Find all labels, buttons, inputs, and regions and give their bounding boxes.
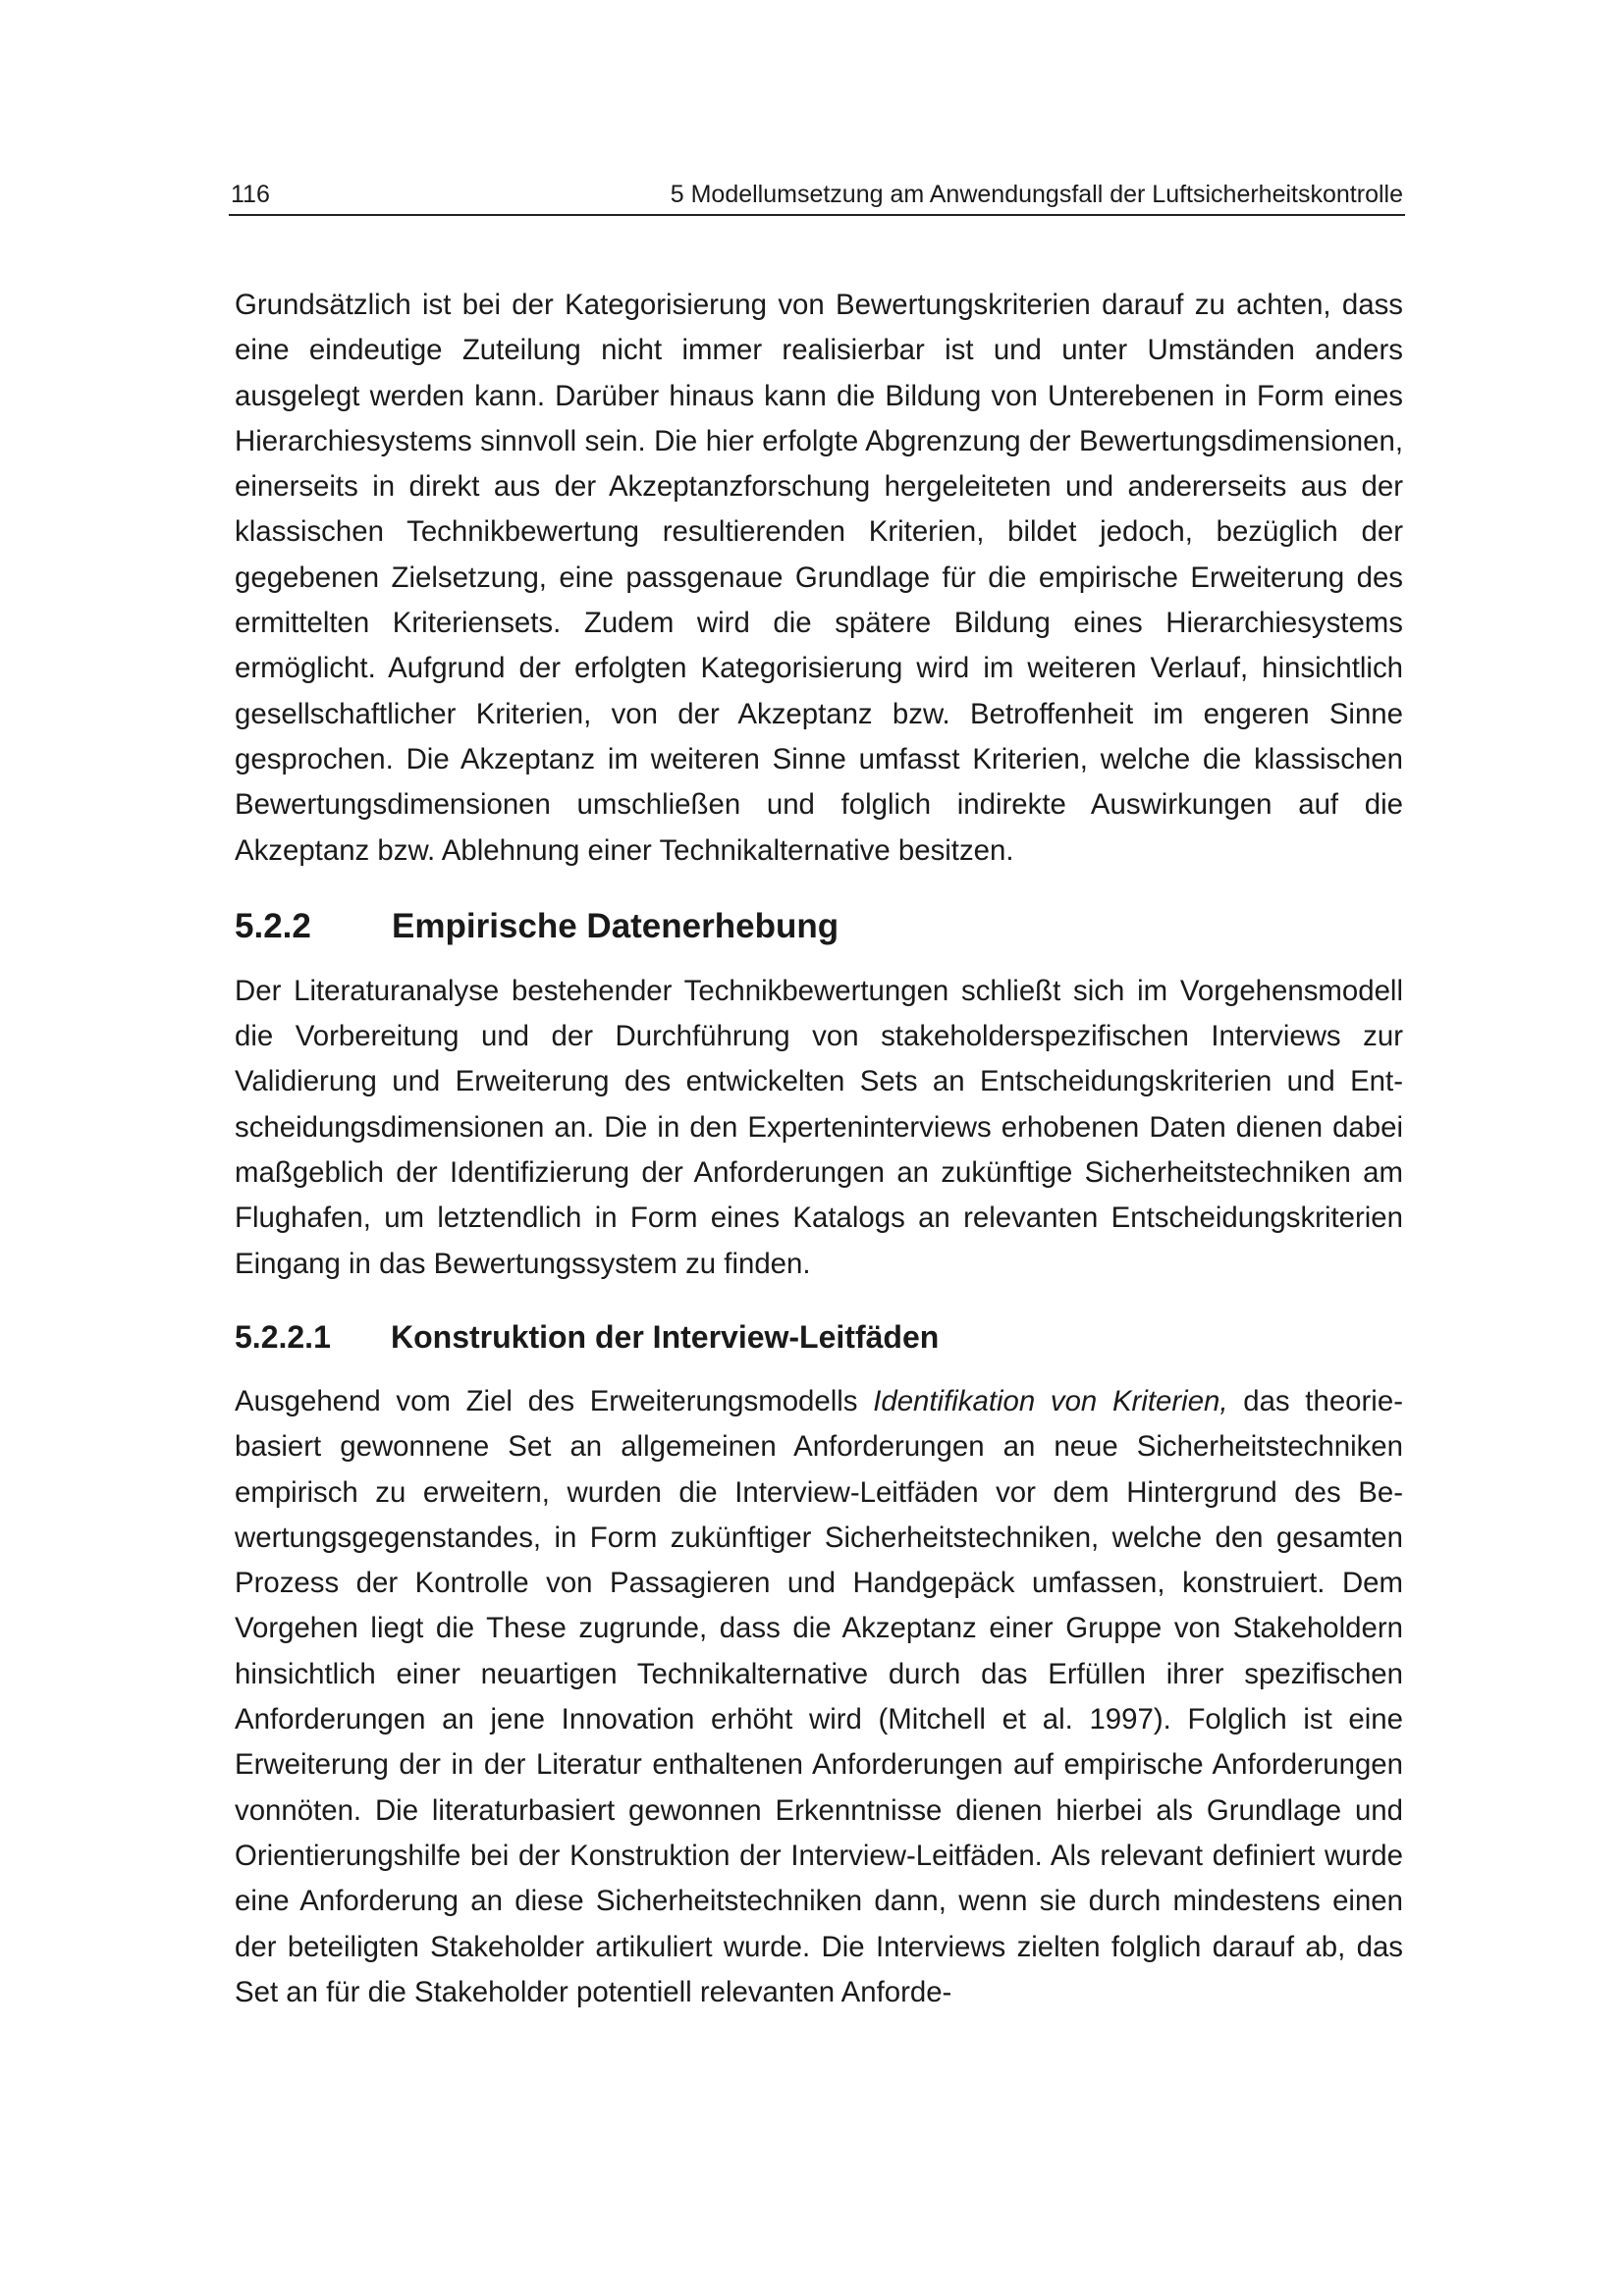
running-head: 5 Modellumsetzung am Anwendungsfall der Luftsicherheitskontrolle [670, 181, 1403, 208]
subsection-title: Konstruktion der Interview-Leitfäden [391, 1318, 940, 1355]
page-body [235, 283, 1403, 2015]
paragraph-lead: Ausgehend vom Ziel des Erweiterungsmodells [235, 1384, 874, 1417]
section-title: Empirische Datenerhebung [392, 906, 839, 945]
emphasized-term: Identifikation von Kriterien, [873, 1384, 1228, 1417]
section-number: 5.2.2 [235, 906, 311, 945]
subsection-heading [235, 1316, 1403, 1358]
paragraph [235, 1379, 1403, 2015]
paragraph: Der Literaturanalyse bestehender Technikbewertungen schließt sich im Vorgehensmodell die Vorbereitung und der Durchführung von stakeholderspezifischen Interviews zur Validierung und Erweiterung des entwickelten Sets an Entscheidungskriterien und Entscheidungsdimensionen an. Die in den Experteninterviews erhobenen Daten dienen dabei maßgeblich der Identifizierung der Anforderungen an zukünftige Sicherheitstechniken am Flughafen, um letztendlich in Form eines Katalogs an relevanten Entscheidungskriterien Eingang in das Bewertungssystem zu finden. [235, 974, 1403, 1280]
section-heading [235, 905, 1403, 948]
page-header [229, 179, 1405, 216]
subsection-number: 5.2.2.1 [235, 1318, 331, 1355]
page-number: 116 [231, 181, 270, 208]
paragraph: Grundsätzlich ist bei der Kategorisierung von Bewertungskriterien darauf zu achten, dass eine eindeutige Zuteilung nicht immer realisierbar ist und unter Umständen anders ausgelegt werden kann. Darüber hinaus kann die Bildung von Unterebenen in Form eines Hierarchiesystems sinnvoll sein. Die hier erfolgte Abgrenzung der Bewertungsdimensionen, einerseits in direkt aus der Akzeptanzforschung hergeleiteten und andererseits aus der klassischen Technikbewertung resultierenden Kriterien, bildet jedoch, bezüglich der gegebenen Zielsetzung, eine passgenaue Grundlage für die empirische Erweiterung des ermittelten Kriteriensets. Zudem wird die spätere Bildung eines Hierarchiesystems ermöglicht. Aufgrund der erfolgten Kategorisierung wird im weiteren Verlauf, hinsichtlich gesellschaftlicher Kriterien, von der Akzeptanz bzw. Betroffenheit im engeren Sinne gesprochen. Die Akzeptanz im weiteren Sinne umfasst Kriterien, welche die klassischen Bewertungsdimensionen umschließen und folglich indirekte Auswirkungen auf die Akzeptanz bzw. Ablehnung einer Technikalternative besitzen. [235, 289, 1403, 867]
paragraph-rest: das theoriebasiert gewonnene Set an allgemeinen Anforderungen an neue Sicherheitstechniken empirisch zu erweitern, wurden die Interview-Leitfäden vor dem Hintergrund des Bewertungsgegenstandes, in Form zukünftiger Sicherheitstechniken, welche den gesamten Prozess der Kontrolle von Passagieren und Handgepäck umfassen, konstruiert. Dem Vorgehen liegt die These zugrunde, dass die Akzeptanz einer Gruppe von Stakeholdern hinsichtlich einer neuartigen Technikalternative durch das Erfüllen ihrer spezifischen Anforderungen an jene Innovation erhöht wird (Mitchell et al. 1997). Folglich ist eine Erweiterung der in der Literatur enthaltenen Anforderungen auf empirische Anforderungen vonnöten. Die literaturbasiert gewonnen Erkenntnisse dienen hierbei als Grundlage und Orientierungshilfe bei der Konstruktion der Interview-Leitfäden. Als relevant definiert wurde eine Anforderung an diese Sicherheitstechniken dann, wenn sie durch mindestens einen der beteiligten Stakeholder artikuliert wurde. Die Interviews zielten folglich darauf ab, das Set an für die Stakeholder potentiell relevanten Anforde- [235, 1384, 1403, 2008]
